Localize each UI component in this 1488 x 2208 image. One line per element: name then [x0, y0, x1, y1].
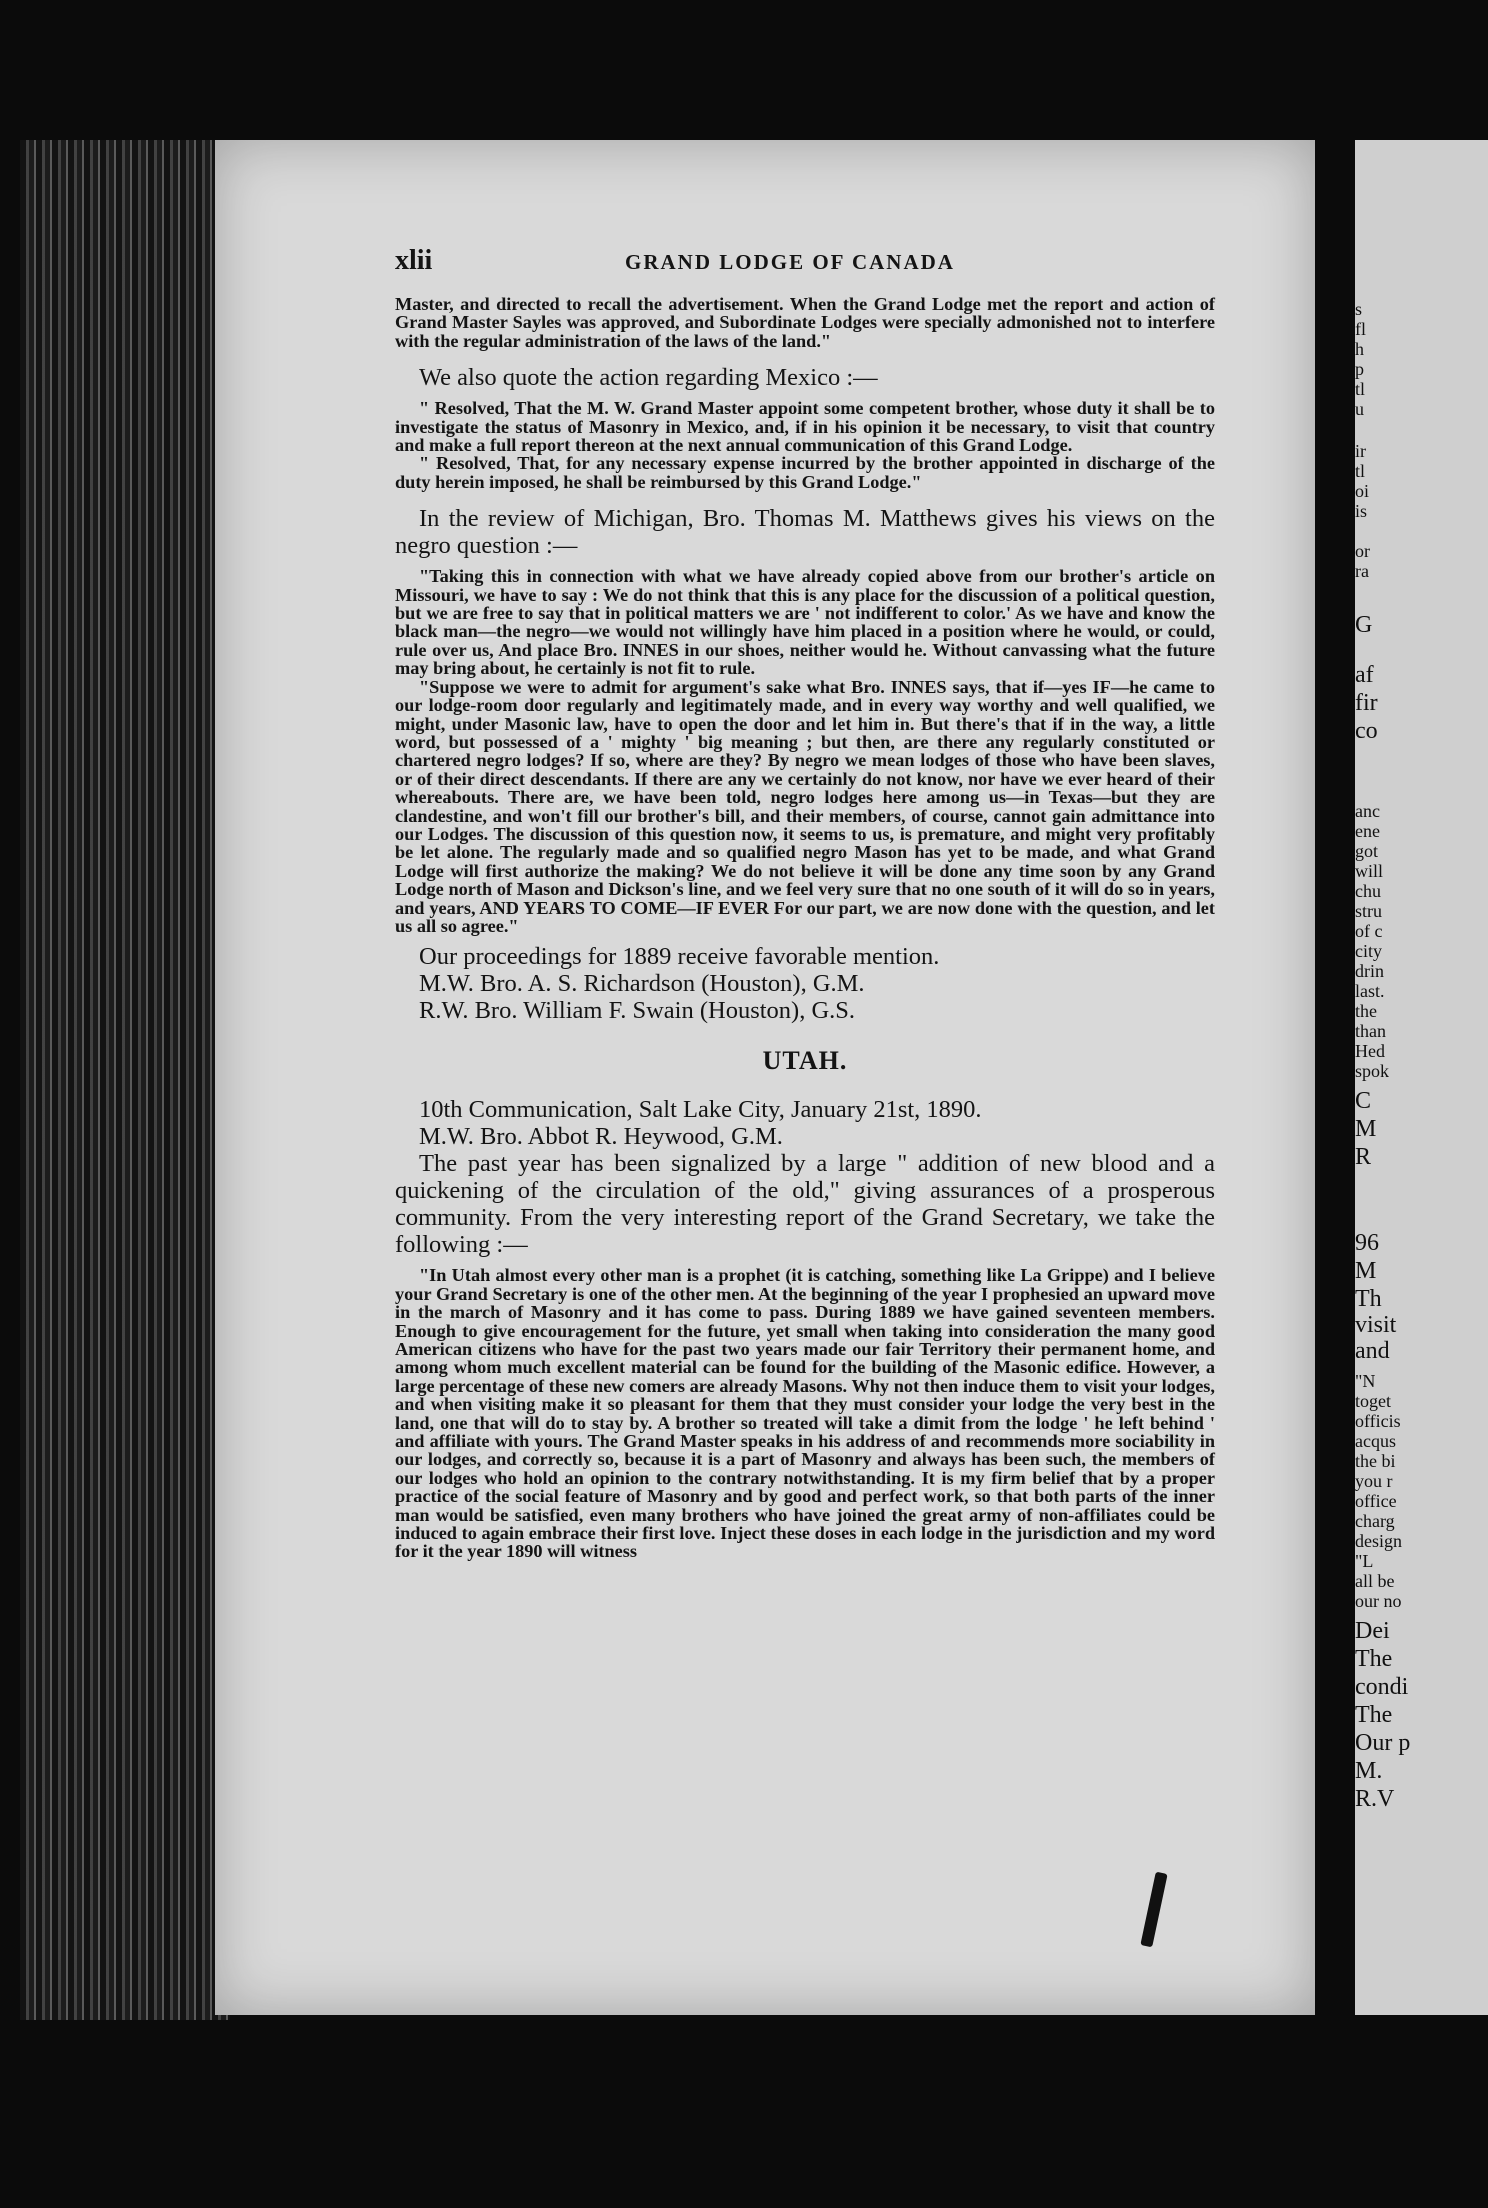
quote-paragraph: "Taking this in connection with what we have already copied above from our brother's article on Missouri, we have to say : We do not think that this is any place for the discussion of a political question, but we are free to say that in political matters we are ' not indifferent to color.' As we have and know the black man—the negro—we would not willingly have him placed in a position where he would, or could, rule over us, And place Bro. INNES in our shoes, neither would he. Without canvassing what the future may bring about, he certainly is not fit to rule.	[395, 566, 1215, 679]
facing-fragment: the	[1355, 1001, 1377, 1021]
facing-fragment: or	[1355, 541, 1370, 561]
facing-fragment: is	[1355, 501, 1368, 521]
facing-fragment: co	[1355, 718, 1378, 744]
quote-paragraph: "In Utah almost every other man is a prophet (it is catching, something like La Grippe) and I believe your Grand Secretary is one of the other men. At the beginning of the year I prophesied an upward move in the march of Masonry and it has come to pass. During 1889 we have gained seventeen members. Enough to give encouragement for the future, yet small when taking into consideration the many good American citizens who have for the past two years made our fair Territory their permanent home, and among whom much excellent material can be found for the building of the Masonic edifice. However, a large percentage of these new comers are already Masons. Why not then induce them to visit your lodges, and when visiting make it so pleasant for them that they must consider your lodge the very best in the land, one that will do to stay by. A brother so treated will take a dimit from the lodge ' he left behind ' and affiliate with yours. The Grand Master speaks in his address of and recommends more sociability in our lodges, and correctly so, because it is a part of Masonry and always has been such, the members of our lodges who hold an opinion to the contrary notwithstanding. It is my firm belief that by a proper practice of the social feature of Masonry and by good and perfect work, so that both parts of the inner man would be satisfied, even many brothers who have joined the great army of non-affiliates could be induced to again embrace their first love. Inject these doses in each lodge in the jurisdiction and my word for it the year 1890 will witness	[395, 1265, 1215, 1562]
facing-fragment: ene	[1355, 821, 1380, 841]
page-header	[395, 245, 1215, 289]
facing-fragment: R	[1355, 1144, 1372, 1170]
facing-fragment: tl	[1355, 379, 1366, 399]
page-content	[395, 245, 1215, 1561]
facing-fragment: officis	[1355, 1411, 1401, 1431]
facing-fragment: the bi	[1355, 1451, 1396, 1471]
facing-page-edge	[1355, 140, 1488, 2015]
officer-line: M.W. Bro. Abbot R. Heywood, G.M.	[419, 1123, 783, 1151]
facing-fragment: tl	[1355, 461, 1366, 481]
facing-fragment: city	[1355, 941, 1382, 961]
facing-fragment: The	[1355, 1702, 1393, 1728]
facing-fragment: u	[1355, 399, 1364, 419]
paragraph: In the review of Michigan, Bro. Thomas M. Matthews gives his views on the negro question :—	[395, 505, 1215, 560]
facing-fragment: stru	[1355, 901, 1382, 921]
facing-fragment: toget	[1355, 1391, 1391, 1411]
facing-fragment: office	[1355, 1491, 1397, 1511]
communication-line: 10th Communication, Salt Lake City, January 21st, 1890.	[419, 1096, 982, 1124]
facing-fragment: all be	[1355, 1571, 1395, 1591]
running-head: GRAND LODGE OF CANADA	[625, 250, 955, 274]
facing-fragment: C	[1355, 1088, 1372, 1114]
facing-fragment: visit	[1355, 1312, 1397, 1338]
facing-fragment: charg	[1355, 1511, 1395, 1531]
facing-fragment: M	[1355, 1116, 1377, 1142]
facing-fragment: The	[1355, 1646, 1393, 1672]
facing-fragment: drin	[1355, 961, 1384, 981]
facing-fragment: G	[1355, 612, 1373, 638]
quote-paragraph: "Suppose we were to admit for argument's sake what Bro. INNES says, that if—yes IF—he came to our lodge-room door regularly and legitimately made, and in every way worthy and well qualified, we might, under Masonic law, have to open the door and let him in. But there's that if in the way, a little word, but possessed of a ' mighty ' big meaning ; but then, are there any regularly constituted or chartered negro lodges? If so, where are they? By negro we mean lodges of those who have been slaves, or of their direct descendants. If there are any we certainly do not know, nor have we ever heard of their whereabouts. There are, we have been told, negro lodges here among us—in Texas—but they are clandestine, and won't fill our brother's bill, and their members, of course, cannot gain admittance into our Lodges. The discussion of this question now, it seems to us, is premature, and might very profitably be let alone. The regularly made and so qualified negro Mason has yet to be made, and what Grand Lodge will first authorize the making? We do not believe it will be done any time soon by any Grand Lodge north of Mason and Dickson's line, and we feel very sure that no one south of it will do so in years, and years, AND YEARS TO COME—IF EVER For our part, we are now done with the question, and let us all so agree."	[395, 676, 1215, 936]
facing-fragment: chu	[1355, 881, 1381, 901]
facing-fragment: than	[1355, 1021, 1386, 1041]
facing-fragment: last.	[1355, 981, 1385, 1001]
quote-paragraph: " Resolved, That the M. W. Grand Master appoint some competent brother, whose duty it shall be to investigate the status of Masonry in Mexico, and, if in his opinion it be necessary, to visit that country and make a full report thereon at the next annual communication of this Grand Lodge.	[395, 398, 1215, 456]
paragraph: Master, and directed to recall the advertisement. When the Grand Lodge met the report and action of Grand Master Sayles was approved, and Subordinate Lodges were specially admonished not to interfere with the regular administration of the laws of the land."	[395, 294, 1215, 351]
facing-fragment: got	[1355, 841, 1379, 861]
facing-fragment: of c	[1355, 921, 1383, 941]
facing-fragment: fl	[1355, 319, 1366, 339]
paragraph: Our proceedings for 1889 receive favorable mention.	[419, 943, 940, 971]
facing-fragment: will	[1355, 861, 1384, 881]
facing-fragment: condi	[1355, 1674, 1409, 1700]
facing-fragment: Our p	[1355, 1730, 1411, 1756]
paragraph: We also quote the action regarding Mexico :—	[419, 364, 878, 392]
facing-fragment: p	[1355, 359, 1364, 379]
paragraph: The past year has been signalized by a large " addition of new blood and a quickening of the circulation of the old," giving assurances of a prosperous community. From the very interesting report of the Grand Secretary, we take the following :—	[395, 1150, 1215, 1259]
facing-fragment: M	[1355, 1258, 1377, 1284]
officer-line: M.W. Bro. A. S. Richardson (Houston), G.M.	[419, 970, 865, 998]
facing-fragment: Dei	[1355, 1618, 1390, 1644]
facing-fragment: M.	[1355, 1758, 1383, 1784]
scan-edge-shadow	[20, 140, 230, 2020]
facing-fragment: oi	[1355, 481, 1370, 501]
facing-fragment: "L	[1355, 1551, 1374, 1571]
facing-fragment: Hed	[1355, 1041, 1385, 1061]
facing-fragment: you r	[1355, 1471, 1393, 1491]
quote-paragraph: " Resolved, That, for any necessary expense incurred by the brother appointed in discharge of the duty herein imposed, he shall be reimbursed by this Grand Lodge."	[395, 453, 1215, 492]
facing-fragment: and	[1355, 1338, 1390, 1364]
facing-fragment: ir	[1355, 441, 1366, 461]
section-title: UTAH.	[762, 1046, 848, 1076]
facing-fragment: spok	[1355, 1061, 1390, 1081]
facing-fragment: our no	[1355, 1591, 1402, 1611]
facing-fragment: h	[1355, 339, 1364, 359]
officer-line: R.W. Bro. William F. Swain (Houston), G.S.	[419, 997, 856, 1025]
facing-fragment: 96	[1355, 1230, 1379, 1256]
facing-fragment: Th	[1355, 1286, 1382, 1312]
facing-fragment: anc	[1355, 801, 1380, 821]
facing-fragment: design	[1355, 1531, 1402, 1551]
facing-fragment: R.V	[1355, 1786, 1395, 1812]
facing-fragment: "N	[1355, 1371, 1376, 1391]
facing-fragment: acqus	[1355, 1431, 1396, 1451]
facing-fragment: ra	[1355, 561, 1369, 581]
page-number: xlii	[395, 245, 433, 276]
facing-fragment: af	[1355, 662, 1374, 688]
facing-fragment: s	[1355, 299, 1363, 319]
facing-fragment: fir	[1355, 690, 1378, 716]
